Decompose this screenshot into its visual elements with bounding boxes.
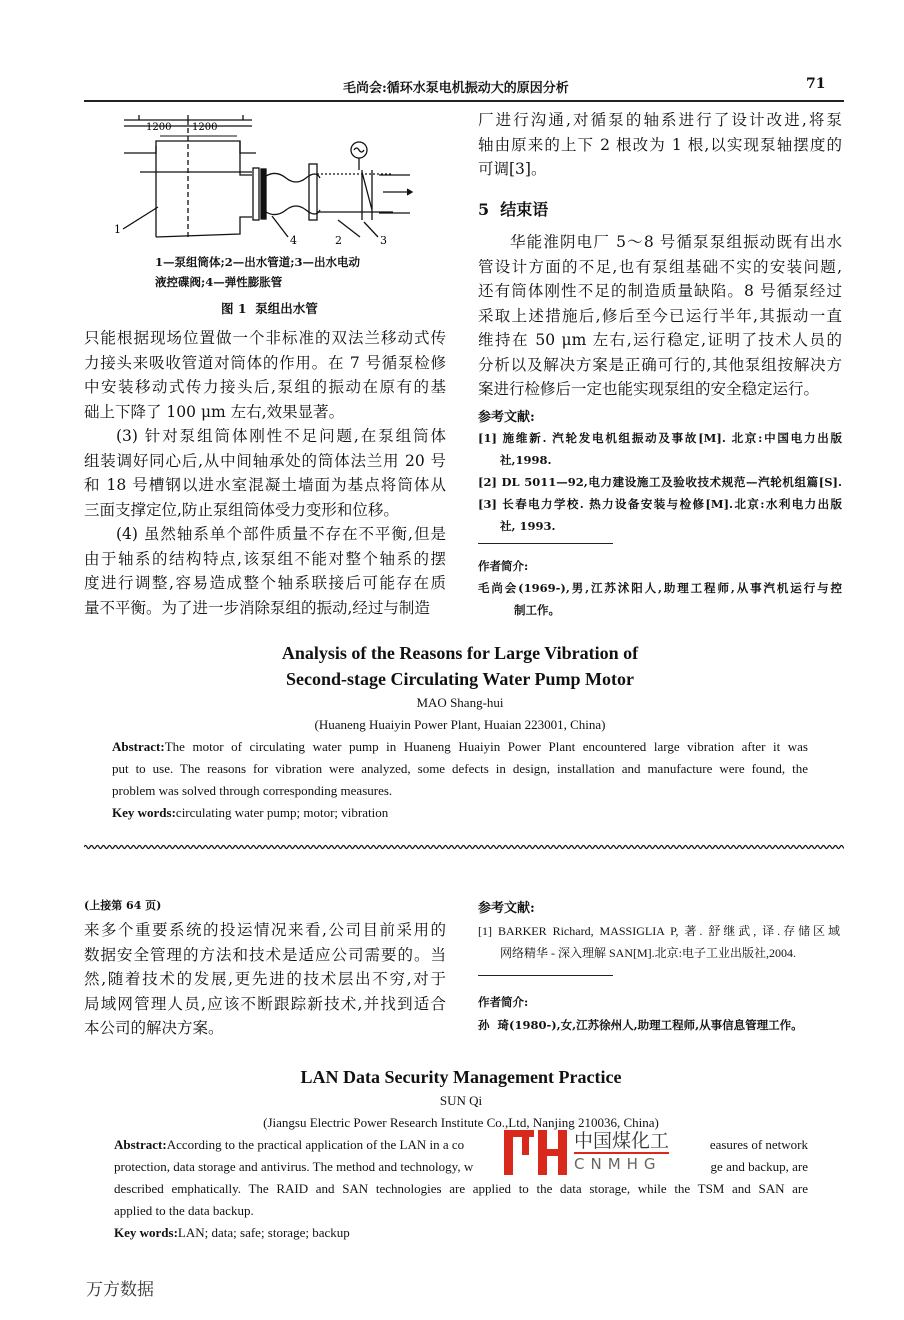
conclusion-text: [478, 230, 842, 402]
cnmhg-watermark-logo: [502, 1130, 682, 1175]
text-line: 管设计方面的不足,也有泵组基础不实的安装问题,: [478, 257, 842, 276]
mh-logo-icon: [502, 1130, 568, 1175]
text-line: 本公司的解决方案。: [84, 1019, 224, 1037]
english-title: LAN Data Security Management Practice: [300, 1067, 622, 1087]
reference-item: [3] 长春电力学校. 热力设备安装与检修[M].北京:水利电力出版: [478, 497, 842, 511]
keywords-label: Key words:: [114, 1225, 178, 1240]
dimension-label: 1200: [146, 122, 172, 133]
text-line: 维持在 50 μm 左右,运行稳定,证明了技术人员的: [478, 331, 842, 349]
text-line: 华能淮阴电厂 5～8 号循泵泵组振动既有出水: [510, 233, 842, 251]
english-affiliation: (Huaneng Huaiyin Power Plant, Huaian 223001, China): [314, 717, 606, 732]
reference-item-cont: 社, 1993.: [500, 519, 556, 533]
header-rule: [84, 100, 844, 102]
reference-item-cont: 社,1998.: [500, 453, 552, 467]
text-line: 可调[3]。: [478, 160, 547, 178]
page-number: 71: [806, 76, 826, 92]
keywords: circulating water pump; motor; vibration: [175, 805, 389, 820]
author-bio-line: 毛尚会(1969-),男,江苏沭阳人,助理工程师,从事汽机运行与控: [478, 581, 842, 595]
continued-note: (上接第 64 页): [84, 899, 162, 912]
source-label: 万方数据: [86, 1280, 154, 1300]
text-line: 数据安全管理的方法和技术是适应公司需要的。当: [84, 945, 446, 964]
abstract-line: protection, data storage and antivirus. The method and technology, w: [114, 1159, 474, 1174]
text-line: 还有筒体刚性不足的制造质量缺陷。8 号循泵经过: [478, 282, 842, 300]
right-column-continued: [478, 108, 842, 182]
text-line: 然,随着技术的发展,更先进的技术层出不穷,对于: [84, 970, 446, 988]
english-abstract-1: [112, 640, 808, 824]
footnote-rule: [478, 543, 613, 544]
references-list: [478, 920, 840, 964]
english-title-line: Analysis of the Reasons for Large Vibration of: [281, 643, 639, 663]
text-line: 由于轴系的结构特点,该泵组不能对整个轴系的摆: [84, 549, 446, 568]
reference-item: [1] 施维新. 汽轮发电机组振动及事故[M]. 北京:中国电力出版: [478, 431, 842, 445]
article-separator: [84, 842, 844, 852]
footnote-rule: [478, 975, 613, 976]
text-line: 采取上述措施后,修后至今已运行半年,其振动一直: [478, 306, 842, 325]
abstract-line: ge and backup, are: [710, 1159, 808, 1174]
legend-line: 液控碟阀;4—弹性膨胀管: [155, 275, 283, 289]
dimension-label: 1200: [192, 122, 218, 133]
text-line: 局域网管理人员,应该不断跟踪新技术,并找到适合: [84, 994, 446, 1013]
text-line: 来多个重要系统的投运情况来看,公司目前采用的: [84, 921, 446, 939]
keywords: LAN; data; safe; storage; backup: [177, 1225, 350, 1240]
abstract-line: easures of network: [709, 1137, 808, 1152]
text-line: 中安装移动式传力接头后,泵组的振动在原有的基: [84, 378, 446, 396]
abstract-line: According to the practical application of the LAN in a co: [166, 1137, 465, 1152]
reference-item: [1] BARKER Richard, MASSIGLIA P, 著. 舒继武, 译.存储区域: [478, 924, 840, 938]
english-author: SUN Qi: [439, 1093, 483, 1108]
callout-2: 2: [335, 234, 342, 247]
text-line: 力接头来吸收管道对筒体的作用。在 7 号循泵检修: [84, 353, 446, 372]
text-line: 轴由原来的上下 2 根改为 1 根,以实现泵轴摆度的: [478, 135, 842, 154]
text-line: 量不平衡。为了进一步消除泵组的振动,经过与制造: [84, 598, 430, 617]
author-bio: 孙 琦(1980-),女,江苏徐州人,助理工程师,从事信息管理工作。: [478, 1018, 803, 1032]
text-line: 案进行检修后一定也能实现泵组的安全稳定运行。: [478, 380, 820, 398]
abstract-label: Abstract:: [114, 1137, 167, 1152]
keywords-label: Key words:: [112, 805, 176, 820]
left-column-text: [84, 326, 446, 620]
references-heading: 参考文献:: [478, 410, 535, 425]
english-title-line: Second-stage Circulating Water Pump Motor: [286, 669, 634, 689]
references-list: [478, 427, 842, 537]
running-title: 毛尚会:循环水泵电机振动大的原因分析: [343, 81, 569, 96]
english-abstract-2: [114, 1064, 808, 1244]
text-line: 组装调好同心后,从中间轴承处的筒体法兰用 20 号: [84, 451, 446, 470]
text-line: (3) 针对泵组筒体刚性不足问题,在泵组筒体: [116, 427, 446, 445]
text-line: 度进行调整,容易造成整个轴系联接后可能存在质: [84, 574, 446, 592]
article2-text: [84, 918, 446, 1041]
legend-line: 1—泵组筒体;2—出水管道;3—出水电动: [155, 255, 360, 269]
text-line: 分析以及解决方案是正确可行的,其他泵组按解决方: [478, 355, 842, 374]
abstract-line: described emphatically. The RAID and SAN technologies are applied to the data storage, while the TSM and SAN are: [114, 1181, 808, 1196]
text-line: 和 18 号槽钢以进水室混凝土墙面为基点将筒体从: [84, 476, 446, 494]
watermark-cn: 中国煤化工: [574, 1130, 670, 1152]
abstract-line: The motor of circulating water pump in Huaneng Huaiyin Power Plant encountered large vibration after it was: [164, 739, 808, 754]
reference-item-cont: 网络精华 - 深入理解 SAN[M].北京:电子工业出版社,2004.: [500, 946, 796, 960]
author-heading: 作者简介:: [478, 995, 529, 1009]
text-line: 厂进行沟通,对循泵的轴系进行了设计改进,将泵: [478, 111, 842, 129]
figure-caption: 图 1 泵组出水管: [221, 301, 318, 316]
text-line: 三面支撑定位,防止泵组筒体受力变形和位移。: [84, 500, 399, 519]
figure-legend: [155, 252, 360, 292]
callout-4: 4: [290, 234, 297, 247]
abstract-line: put to use. The reasons for vibration were analyzed, some defects in design, installation and manufacture were found, the: [112, 761, 808, 776]
reference-item: [2] DL 5011—92,电力建设施工及验收技术规范—汽轮机组篇[S].: [478, 475, 842, 489]
english-author: MAO Shang-hui: [416, 695, 504, 710]
author-heading: 作者简介:: [478, 559, 529, 573]
callout-1: 1: [114, 223, 121, 236]
author-bio: [478, 577, 842, 621]
abstract-line: applied to the data backup.: [114, 1203, 254, 1218]
author-bio-line: 制工作。: [514, 603, 560, 617]
abstract-line: problem was solved through corresponding measures.: [112, 783, 393, 798]
text-line: 础上下降了 100 μm 左右,效果显著。: [84, 402, 345, 421]
watermark-en: CNMHG: [574, 1155, 662, 1173]
text-line: 只能根据现场位置做一个非标准的双法兰移动式传: [84, 329, 446, 347]
english-affiliation: (Jiangsu Electric Power Research Institute Co.,Ltd, Nanjing 210036, China): [263, 1115, 659, 1130]
text-line: (4) 虽然轴系单个部件质量不存在不平衡,但是: [116, 525, 446, 543]
abstract-label: Abstract:: [112, 739, 165, 754]
references-heading: 参考文献:: [478, 901, 535, 916]
pump-outlet-diagram: [110, 112, 430, 247]
callout-3: 3: [380, 234, 387, 247]
section-heading: 5 结束语: [478, 200, 549, 219]
